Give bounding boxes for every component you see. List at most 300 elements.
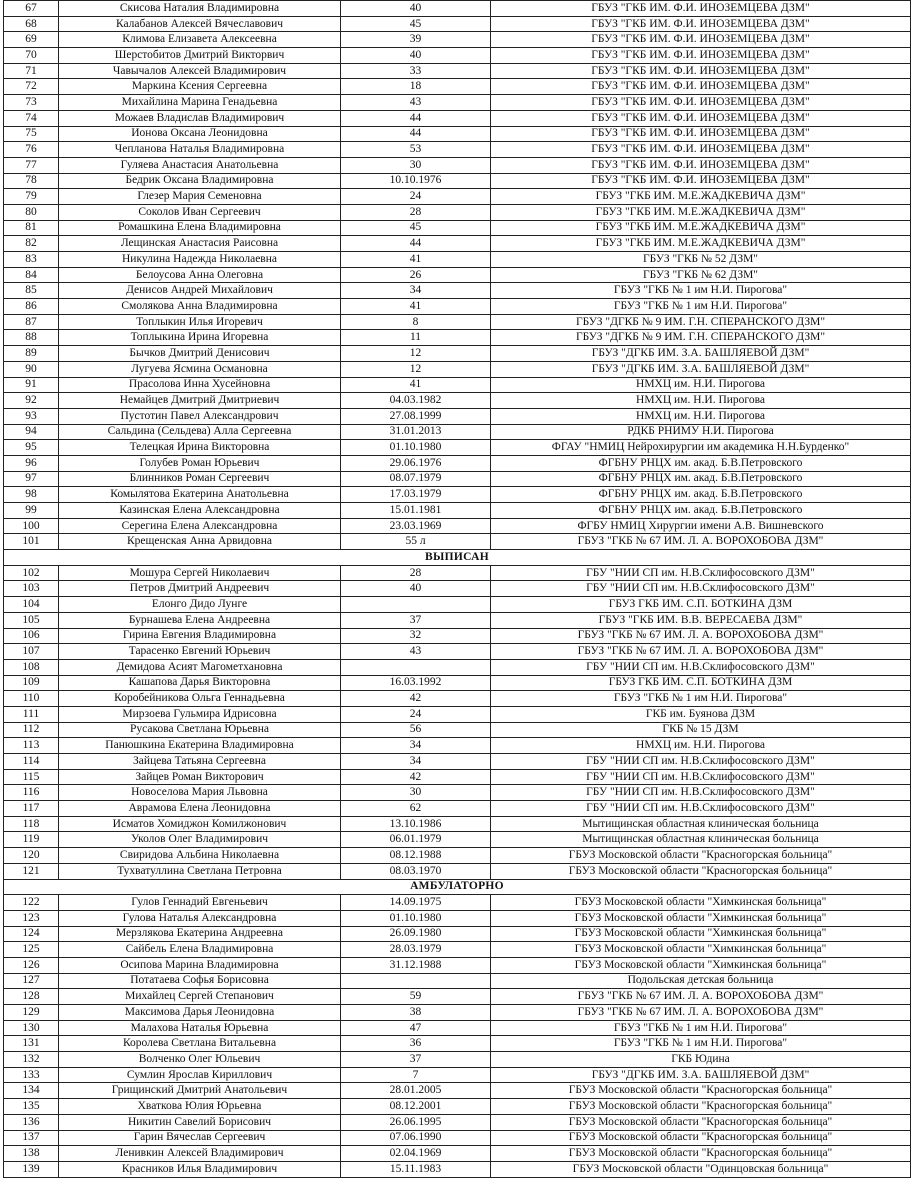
- hospital-name: ГБУЗ "ДГКБ № 9 ИМ. Г.Н. СПЕРАНСКОГО ДЗМ": [491, 314, 911, 330]
- age-or-birthdate: 43: [341, 95, 491, 111]
- age-or-birthdate: 7: [341, 1067, 491, 1083]
- section-header-row: [4, 879, 911, 895]
- row-number: 83: [4, 252, 59, 268]
- hospital-name: РДКБ РНИМУ Н.И. Пирогова: [491, 424, 911, 440]
- age-or-birthdate: 28: [341, 204, 491, 220]
- table-row: [4, 659, 911, 675]
- person-name: Гулова Наталья Александровна: [59, 910, 341, 926]
- person-name: Панюшкина Екатерина Владимировна: [59, 738, 341, 754]
- hospital-name: ГБУЗ "ГКБ ИМ. Ф.И. ИНОЗЕМЦЕВА ДЗМ": [491, 173, 911, 189]
- age-or-birthdate: 08.03.1970: [341, 863, 491, 879]
- person-name: Елонго Дидо Лунге: [59, 597, 341, 613]
- table-row: [4, 1099, 911, 1115]
- hospital-name: ГБУЗ Московской области "Красногорская больница": [491, 848, 911, 864]
- row-number: 77: [4, 157, 59, 173]
- table-row: [4, 314, 911, 330]
- patients-table: [3, 0, 911, 1178]
- row-number: 121: [4, 863, 59, 879]
- table-row: [4, 832, 911, 848]
- hospital-name: ГБУ "НИИ СП им. Н.В.Склифосовского ДЗМ": [491, 581, 911, 597]
- hospital-name: ГБУЗ ГКБ ИМ. С.П. БОТКИНА ДЗМ: [491, 597, 911, 613]
- row-number: 82: [4, 236, 59, 252]
- row-number: 114: [4, 754, 59, 770]
- hospital-name: ГБУЗ "ГКБ № 67 ИМ. Л. А. ВОРОХОБОВА ДЗМ": [491, 644, 911, 660]
- hospital-name: ГБУЗ Московской области "Химкинская больница": [491, 910, 911, 926]
- hospital-name: ГБУЗ Московской области "Красногорская больница": [491, 1083, 911, 1099]
- table-row: [4, 565, 911, 581]
- table-row: [4, 189, 911, 205]
- hospital-name: ГБУЗ "ГКБ № 67 ИМ. Л. А. ВОРОХОБОВА ДЗМ": [491, 628, 911, 644]
- person-name: Лугуева Ясмина Османовна: [59, 361, 341, 377]
- row-number: 85: [4, 283, 59, 299]
- age-or-birthdate: 08.12.2001: [341, 1099, 491, 1115]
- row-number: 103: [4, 581, 59, 597]
- hospital-name: ГБУЗ "ГКБ ИМ. М.Е.ЖАДКЕВИЧА ДЗМ": [491, 220, 911, 236]
- hospital-name: ГБУ "НИИ СП им. Н.В.Склифосовского ДЗМ": [491, 801, 911, 817]
- table-row: [4, 126, 911, 142]
- person-name: Денисов Андрей Михайлович: [59, 283, 341, 299]
- age-or-birthdate: 41: [341, 299, 491, 315]
- hospital-name: ГКБ Юдина: [491, 1052, 911, 1068]
- row-number: 124: [4, 926, 59, 942]
- hospital-name: ГБУЗ "ГКБ ИМ. М.Е.ЖАДКЕВИЧА ДЗМ": [491, 236, 911, 252]
- age-or-birthdate: 44: [341, 236, 491, 252]
- age-or-birthdate: 37: [341, 1052, 491, 1068]
- table-row: [4, 612, 911, 628]
- person-name: Климова Елизавета Алексеевна: [59, 32, 341, 48]
- table-row: [4, 722, 911, 738]
- table-row: [4, 1036, 911, 1052]
- person-name: Потатаева Софья Борисовна: [59, 973, 341, 989]
- person-name: Серегина Елена Александровна: [59, 518, 341, 534]
- person-name: Блинников Роман Сергеевич: [59, 471, 341, 487]
- row-number: 137: [4, 1130, 59, 1146]
- table-row: [4, 910, 911, 926]
- table-row: [4, 252, 911, 268]
- hospital-name: ФГБНУ РНЦХ им. акад. Б.В.Петровского: [491, 471, 911, 487]
- row-number: 81: [4, 220, 59, 236]
- age-or-birthdate: 29.06.1976: [341, 455, 491, 471]
- person-name: Белоусова Анна Олеговна: [59, 267, 341, 283]
- table-row: [4, 926, 911, 942]
- row-number: 111: [4, 706, 59, 722]
- person-name: Михайлец Сергей Степанович: [59, 989, 341, 1005]
- age-or-birthdate: 59: [341, 989, 491, 1005]
- row-number: 113: [4, 738, 59, 754]
- row-number: 94: [4, 424, 59, 440]
- table-row: [4, 330, 911, 346]
- row-number: 93: [4, 408, 59, 424]
- table-row: [4, 63, 911, 79]
- age-or-birthdate: 40: [341, 48, 491, 64]
- age-or-birthdate: 53: [341, 142, 491, 158]
- person-name: Волченко Олег Юльевич: [59, 1052, 341, 1068]
- person-name: Телецкая Ирина Викторовна: [59, 440, 341, 456]
- age-or-birthdate: 01.10.1980: [341, 910, 491, 926]
- row-number: 69: [4, 32, 59, 48]
- hospital-name: ГБУЗ Московской области "Красногорская больница": [491, 1130, 911, 1146]
- hospital-name: ГБУЗ "ГКБ ИМ. М.Е.ЖАДКЕВИЧА ДЗМ": [491, 204, 911, 220]
- age-or-birthdate: 24: [341, 706, 491, 722]
- person-name: Никулина Надежда Николаевна: [59, 252, 341, 268]
- age-or-birthdate: 15.11.1983: [341, 1161, 491, 1177]
- hospital-name: ГБУЗ "ГКБ ИМ. Ф.И. ИНОЗЕМЦЕВА ДЗМ": [491, 63, 911, 79]
- row-number: 80: [4, 204, 59, 220]
- row-number: 75: [4, 126, 59, 142]
- age-or-birthdate: 28.03.1979: [341, 942, 491, 958]
- table-row: [4, 1161, 911, 1177]
- person-name: Бурнашева Елена Андреевна: [59, 612, 341, 628]
- table-row: [4, 110, 911, 126]
- table-row: [4, 173, 911, 189]
- age-or-birthdate: 01.10.1980: [341, 440, 491, 456]
- row-number: 74: [4, 110, 59, 126]
- person-name: Петров Дмитрий Андреевич: [59, 581, 341, 597]
- person-name: Мирзоева Гульмира Идрисовна: [59, 706, 341, 722]
- row-number: 126: [4, 957, 59, 973]
- person-name: Демидова Асият Магометхановна: [59, 659, 341, 675]
- person-name: Русакова Светлана Юрьевна: [59, 722, 341, 738]
- hospital-name: Подольская детская больница: [491, 973, 911, 989]
- hospital-name: ФГБНУ РНЦХ им. акад. Б.В.Петровского: [491, 455, 911, 471]
- row-number: 71: [4, 63, 59, 79]
- row-number: 70: [4, 48, 59, 64]
- table-row: [4, 32, 911, 48]
- row-number: 95: [4, 440, 59, 456]
- age-or-birthdate: 23.03.1969: [341, 518, 491, 534]
- table-row: [4, 440, 911, 456]
- age-or-birthdate: 15.01.1981: [341, 503, 491, 519]
- age-or-birthdate: 27.08.1999: [341, 408, 491, 424]
- hospital-name: ГБУЗ "ГКБ ИМ. Ф.И. ИНОЗЕМЦЕВА ДЗМ": [491, 157, 911, 173]
- person-name: Михайлина Марина Генадьевна: [59, 95, 341, 111]
- row-number: 100: [4, 518, 59, 534]
- table-row: [4, 706, 911, 722]
- age-or-birthdate: 07.06.1990: [341, 1130, 491, 1146]
- table-row: [4, 816, 911, 832]
- person-name: Максимова Дарья Леонидовна: [59, 1005, 341, 1021]
- person-name: Кашапова Дарья Викторовна: [59, 675, 341, 691]
- table-row: [4, 95, 911, 111]
- hospital-name: ГБУЗ Московской области "Одинцовская больница": [491, 1161, 911, 1177]
- age-or-birthdate: 30: [341, 785, 491, 801]
- age-or-birthdate: [341, 973, 491, 989]
- age-or-birthdate: 47: [341, 1020, 491, 1036]
- hospital-name: ГБУЗ "ГКБ № 1 им Н.И. Пирогова": [491, 283, 911, 299]
- row-number: 116: [4, 785, 59, 801]
- row-number: 122: [4, 895, 59, 911]
- table-row: [4, 220, 911, 236]
- row-number: 97: [4, 471, 59, 487]
- hospital-name: ГБУЗ "ДГКБ ИМ. З.А. БАШЛЯЕВОЙ ДЗМ": [491, 346, 911, 362]
- row-number: 134: [4, 1083, 59, 1099]
- row-number: 99: [4, 503, 59, 519]
- person-name: Прасолова Инна Хусейновна: [59, 377, 341, 393]
- row-number: 136: [4, 1114, 59, 1130]
- section-title: АМБУЛАТОРНО: [4, 879, 911, 895]
- hospital-name: НМХЦ им. Н.И. Пирогова: [491, 377, 911, 393]
- table-row: [4, 408, 911, 424]
- age-or-birthdate: 42: [341, 769, 491, 785]
- age-or-birthdate: 14.09.1975: [341, 895, 491, 911]
- person-name: Новоселова Мария Львовна: [59, 785, 341, 801]
- row-number: 78: [4, 173, 59, 189]
- age-or-birthdate: 40: [341, 581, 491, 597]
- person-name: Хваткова Юлия Юрьевна: [59, 1099, 341, 1115]
- hospital-name: ГБУЗ Московской области "Химкинская больница": [491, 942, 911, 958]
- age-or-birthdate: 31.12.1988: [341, 957, 491, 973]
- table-row: [4, 848, 911, 864]
- hospital-name: ГБУ "НИИ СП им. Н.В.Склифосовского ДЗМ": [491, 659, 911, 675]
- row-number: 84: [4, 267, 59, 283]
- table-row: [4, 1005, 911, 1021]
- row-number: 72: [4, 79, 59, 95]
- age-or-birthdate: 04.03.1982: [341, 393, 491, 409]
- row-number: 109: [4, 675, 59, 691]
- person-name: Осипова Марина Владимировна: [59, 957, 341, 973]
- person-name: Можаев Владислав Владимирович: [59, 110, 341, 126]
- hospital-name: ГБУЗ "ГКБ ИМ. Ф.И. ИНОЗЕМЦЕВА ДЗМ": [491, 16, 911, 32]
- row-number: 101: [4, 534, 59, 550]
- table-row: [4, 534, 911, 550]
- age-or-birthdate: 26: [341, 267, 491, 283]
- row-number: 98: [4, 487, 59, 503]
- person-name: Аврамова Елена Леонидовна: [59, 801, 341, 817]
- age-or-birthdate: 26.06.1995: [341, 1114, 491, 1130]
- table-row: [4, 236, 911, 252]
- age-or-birthdate: 41: [341, 377, 491, 393]
- age-or-birthdate: 08.07.1979: [341, 471, 491, 487]
- age-or-birthdate: [341, 597, 491, 613]
- hospital-name: ГБУ "НИИ СП им. Н.В.Склифосовского ДЗМ": [491, 565, 911, 581]
- person-name: Калабанов Алексей Вячеславович: [59, 16, 341, 32]
- age-or-birthdate: 34: [341, 283, 491, 299]
- hospital-name: ФГАУ "НМИЦ Нейрохирургии им академика Н.Н.Бурденко": [491, 440, 911, 456]
- table-row: [4, 1130, 911, 1146]
- age-or-birthdate: 17.03.1979: [341, 487, 491, 503]
- table-row: [4, 691, 911, 707]
- age-or-birthdate: 13.10.1986: [341, 816, 491, 832]
- age-or-birthdate: 56: [341, 722, 491, 738]
- person-name: Королева Светлана Витальевна: [59, 1036, 341, 1052]
- table-row: [4, 581, 911, 597]
- person-name: Ионова Оксана Леонидовна: [59, 126, 341, 142]
- person-name: Гарин Вячеслав Сергеевич: [59, 1130, 341, 1146]
- table-row: [4, 424, 911, 440]
- row-number: 119: [4, 832, 59, 848]
- person-name: Чепланова Наталья Владимировна: [59, 142, 341, 158]
- age-or-birthdate: 12: [341, 361, 491, 377]
- row-number: 86: [4, 299, 59, 315]
- table-row: [4, 142, 911, 158]
- hospital-name: ГБУЗ Московской области "Красногорская больница": [491, 1099, 911, 1115]
- person-name: Крещенская Анна Арвидовна: [59, 534, 341, 550]
- table-row: [4, 597, 911, 613]
- table-row: [4, 79, 911, 95]
- table-row: [4, 973, 911, 989]
- hospital-name: НМХЦ им. Н.И. Пирогова: [491, 738, 911, 754]
- person-name: Топлыкина Ирина Игоревна: [59, 330, 341, 346]
- row-number: 88: [4, 330, 59, 346]
- table-row: [4, 361, 911, 377]
- row-number: 108: [4, 659, 59, 675]
- row-number: 129: [4, 1005, 59, 1021]
- table-row: [4, 267, 911, 283]
- row-number: 105: [4, 612, 59, 628]
- table-row: [4, 801, 911, 817]
- table-row: [4, 942, 911, 958]
- row-number: 118: [4, 816, 59, 832]
- age-or-birthdate: 55 л: [341, 534, 491, 550]
- person-name: Коробейникова Ольга Геннадьевна: [59, 691, 341, 707]
- table-row: [4, 1, 911, 17]
- age-or-birthdate: 37: [341, 612, 491, 628]
- table-row: [4, 675, 911, 691]
- person-name: Скисова Наталия Владимировна: [59, 1, 341, 17]
- age-or-birthdate: 34: [341, 754, 491, 770]
- age-or-birthdate: 10.10.1976: [341, 173, 491, 189]
- table-row: [4, 204, 911, 220]
- table-row: [4, 487, 911, 503]
- row-number: 132: [4, 1052, 59, 1068]
- age-or-birthdate: 18: [341, 79, 491, 95]
- section-header-row: [4, 550, 911, 566]
- age-or-birthdate: 39: [341, 32, 491, 48]
- row-number: 67: [4, 1, 59, 17]
- hospital-name: ГКБ № 15 ДЗМ: [491, 722, 911, 738]
- person-name: Бедрик Оксана Владимировна: [59, 173, 341, 189]
- hospital-name: ГБУЗ "ГКБ № 62 ДЗМ": [491, 267, 911, 283]
- hospital-name: ГБУЗ Московской области "Химкинская больница": [491, 895, 911, 911]
- hospital-name: ГБУЗ "ГКБ № 52 ДЗМ": [491, 252, 911, 268]
- section-title: ВЫПИСАН: [4, 550, 911, 566]
- hospital-name: ГБУЗ Московской области "Красногорская больница": [491, 863, 911, 879]
- person-name: Чавычалов Алексей Владимирович: [59, 63, 341, 79]
- hospital-name: НМХЦ им. Н.И. Пирогова: [491, 408, 911, 424]
- table-row: [4, 628, 911, 644]
- person-name: Бычков Дмитрий Денисович: [59, 346, 341, 362]
- hospital-name: ГБУЗ Московской области "Химкинская больница": [491, 926, 911, 942]
- hospital-name: ГБУЗ "ГКБ № 1 им Н.И. Пирогова": [491, 299, 911, 315]
- row-number: 92: [4, 393, 59, 409]
- hospital-name: ГБУЗ "ГКБ № 67 ИМ. Л. А. ВОРОХОБОВА ДЗМ": [491, 1005, 911, 1021]
- hospital-name: ГБУЗ Московской области "Красногорская больница": [491, 1114, 911, 1130]
- person-name: Голубев Роман Юрьевич: [59, 455, 341, 471]
- hospital-name: ГБУЗ "ГКБ № 67 ИМ. Л. А. ВОРОХОБОВА ДЗМ": [491, 534, 911, 550]
- row-number: 89: [4, 346, 59, 362]
- hospital-name: Мытищинская областная клиническая больница: [491, 832, 911, 848]
- age-or-birthdate: 34: [341, 738, 491, 754]
- person-name: Грищинский Дмитрий Анатольевич: [59, 1083, 341, 1099]
- hospital-name: ГКБ им. Буянова ДЗМ: [491, 706, 911, 722]
- person-name: Тарасенко Евгений Юрьевич: [59, 644, 341, 660]
- table-row: [4, 1083, 911, 1099]
- hospital-name: ГБУЗ "ДГКБ № 9 ИМ. Г.Н. СПЕРАНСКОГО ДЗМ": [491, 330, 911, 346]
- hospital-name: ГБУЗ "ГКБ ИМ. Ф.И. ИНОЗЕМЦЕВА ДЗМ": [491, 142, 911, 158]
- person-name: Ромашкина Елена Владимировна: [59, 220, 341, 236]
- age-or-birthdate: 33: [341, 63, 491, 79]
- table-row: [4, 1114, 911, 1130]
- table-row: [4, 346, 911, 362]
- person-name: Смолякова Анна Владимировна: [59, 299, 341, 315]
- row-number: 139: [4, 1161, 59, 1177]
- person-name: Зайцева Татьяна Сергеевна: [59, 754, 341, 770]
- table-row: [4, 738, 911, 754]
- row-number: 127: [4, 973, 59, 989]
- table-row: [4, 1067, 911, 1083]
- person-name: Казинская Елена Александровна: [59, 503, 341, 519]
- row-number: 133: [4, 1067, 59, 1083]
- age-or-birthdate: 62: [341, 801, 491, 817]
- person-name: Гулов Геннадий Евгеньевич: [59, 895, 341, 911]
- hospital-name: НМХЦ им. Н.И. Пирогова: [491, 393, 911, 409]
- person-name: Соколов Иван Сергеевич: [59, 204, 341, 220]
- table-row: [4, 1020, 911, 1036]
- age-or-birthdate: 31.01.2013: [341, 424, 491, 440]
- table-row: [4, 377, 911, 393]
- age-or-birthdate: 44: [341, 126, 491, 142]
- person-name: Гуляева Анастасия Анатольевна: [59, 157, 341, 173]
- age-or-birthdate: 45: [341, 16, 491, 32]
- person-name: Топлыкин Илья Игоревич: [59, 314, 341, 330]
- hospital-name: ФГБНУ РНЦХ им. акад. Б.В.Петровского: [491, 503, 911, 519]
- row-number: 79: [4, 189, 59, 205]
- age-or-birthdate: 28.01.2005: [341, 1083, 491, 1099]
- person-name: Никитин Савелий Борисович: [59, 1114, 341, 1130]
- person-name: Свиридова Альбина Николаевна: [59, 848, 341, 864]
- age-or-birthdate: 44: [341, 110, 491, 126]
- row-number: 135: [4, 1099, 59, 1115]
- row-number: 68: [4, 16, 59, 32]
- table-row: [4, 283, 911, 299]
- row-number: 131: [4, 1036, 59, 1052]
- hospital-name: ГБУЗ "ГКБ ИМ. М.Е.ЖАДКЕВИЧА ДЗМ": [491, 189, 911, 205]
- age-or-birthdate: 42: [341, 691, 491, 707]
- age-or-birthdate: 02.04.1969: [341, 1146, 491, 1162]
- row-number: 102: [4, 565, 59, 581]
- age-or-birthdate: 06.01.1979: [341, 832, 491, 848]
- person-name: Сайбель Елена Владимировна: [59, 942, 341, 958]
- age-or-birthdate: 8: [341, 314, 491, 330]
- age-or-birthdate: 36: [341, 1036, 491, 1052]
- table-row: [4, 518, 911, 534]
- age-or-birthdate: 41: [341, 252, 491, 268]
- row-number: 91: [4, 377, 59, 393]
- row-number: 73: [4, 95, 59, 111]
- hospital-name: ГБУЗ "ГКБ № 1 им Н.И. Пирогова": [491, 691, 911, 707]
- person-name: Немайцев Дмитрий Дмитриевич: [59, 393, 341, 409]
- age-or-birthdate: 40: [341, 1, 491, 17]
- row-number: 130: [4, 1020, 59, 1036]
- age-or-birthdate: [341, 659, 491, 675]
- person-name: Уколов Олег Владимирович: [59, 832, 341, 848]
- hospital-name: ГБУЗ "ГКБ № 67 ИМ. Л. А. ВОРОХОБОВА ДЗМ": [491, 989, 911, 1005]
- age-or-birthdate: 26.09.1980: [341, 926, 491, 942]
- table-row: [4, 1146, 911, 1162]
- hospital-name: ГБУЗ ГКБ ИМ. С.П. БОТКИНА ДЗМ: [491, 675, 911, 691]
- hospital-name: ГБУЗ Московской области "Красногорская больница": [491, 1146, 911, 1162]
- table-row: [4, 785, 911, 801]
- row-number: 123: [4, 910, 59, 926]
- table-row: [4, 157, 911, 173]
- person-name: Ленивкин Алексей Владимирович: [59, 1146, 341, 1162]
- person-name: Мошура Сергей Николаевич: [59, 565, 341, 581]
- hospital-name: ГБУЗ "ГКБ ИМ. Ф.И. ИНОЗЕМЦЕВА ДЗМ": [491, 32, 911, 48]
- table-row: [4, 957, 911, 973]
- age-or-birthdate: 45: [341, 220, 491, 236]
- row-number: 125: [4, 942, 59, 958]
- age-or-birthdate: 24: [341, 189, 491, 205]
